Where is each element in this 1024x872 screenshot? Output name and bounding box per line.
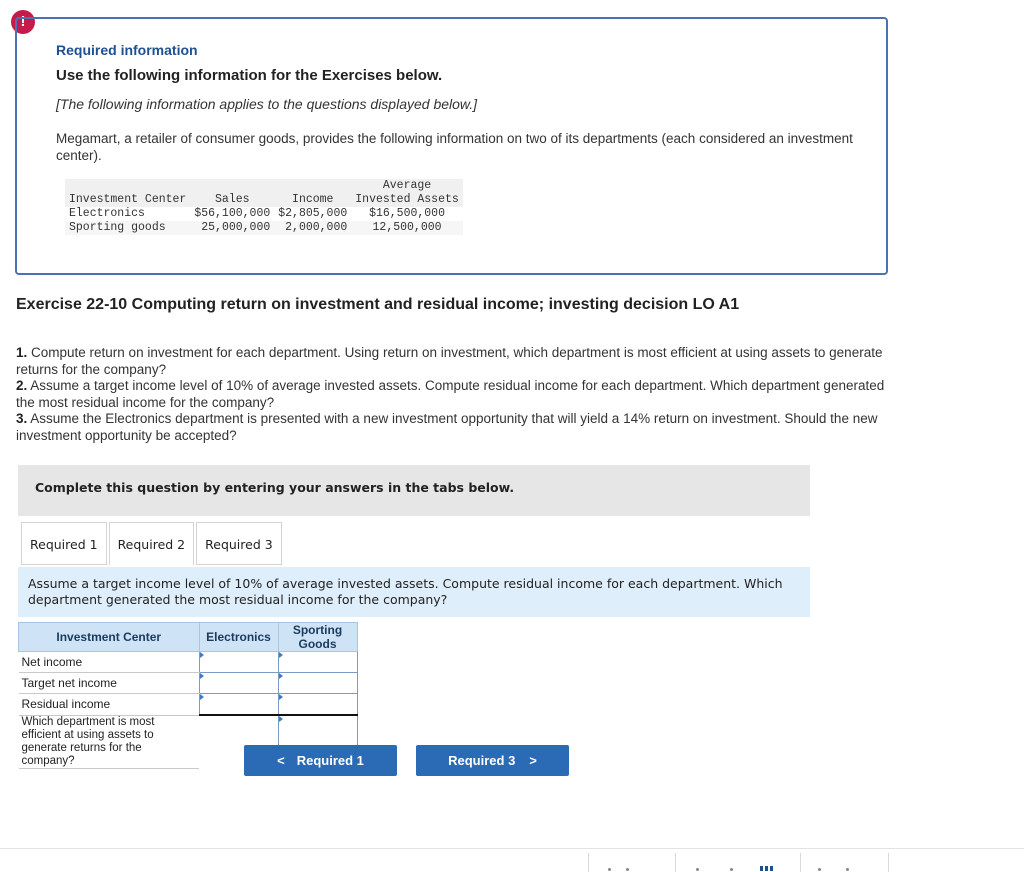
sales-header: Sales bbox=[190, 193, 274, 207]
residual-income-electronics-input[interactable] bbox=[199, 694, 278, 716]
tab-required-2[interactable]: Required 2 bbox=[109, 522, 195, 565]
table-row bbox=[19, 694, 358, 716]
footer-bar bbox=[0, 848, 1024, 872]
table-row: Sporting goods 25,000,000 2,000,000 12,500,000 bbox=[65, 221, 463, 235]
grid-icon[interactable] bbox=[760, 866, 774, 871]
footer-divider bbox=[675, 853, 676, 872]
chevron-left-icon: < bbox=[277, 753, 285, 768]
income-header: Income bbox=[274, 193, 351, 207]
row-label: Which department is most efficient at using assets to generate returns for the company? bbox=[19, 715, 200, 768]
required-info-label: Required information bbox=[56, 42, 198, 58]
prev-required-1-button[interactable]: < Required 1 bbox=[244, 745, 397, 776]
target-income-sporting-input[interactable] bbox=[278, 673, 357, 694]
question-3: 3. Assume the Electronics department is presented with a new investment opportunity that will yield a 14% return on investment. Should the new investment opportunity be accepted? bbox=[16, 411, 878, 443]
center-header: Investment Center bbox=[65, 193, 190, 207]
row-label: Target net income bbox=[19, 673, 200, 694]
intro-text: Megamart, a retailer of consumer goods, provides the following information on two of its departments (each considered an investment center). bbox=[56, 131, 853, 163]
department-data-table bbox=[65, 179, 463, 235]
question-list bbox=[16, 345, 896, 444]
tab-bar bbox=[21, 522, 284, 565]
question-2: 2. Assume a target income level of 10% of average invested assets. Compute residual income for each department. Which department generated the most residual income for the company? bbox=[16, 378, 885, 410]
assets-header-line2: Invested Assets bbox=[351, 193, 463, 207]
table-row bbox=[19, 673, 358, 694]
residual-income-sporting-input[interactable] bbox=[278, 694, 357, 716]
chevron-right-icon: > bbox=[529, 753, 537, 768]
question-1: 1. Compute return on investment for each department. Using return on investment, which department is most efficient at using assets to generate returns for the company? bbox=[16, 345, 883, 377]
table-row bbox=[19, 652, 358, 673]
tab-required-3[interactable]: Required 3 bbox=[196, 522, 282, 565]
instruction-text: Complete this question by entering your answers in the tabs below. bbox=[35, 480, 515, 495]
footer-divider bbox=[800, 853, 801, 872]
row-label: Net income bbox=[19, 652, 200, 673]
target-income-electronics-input[interactable] bbox=[199, 673, 278, 694]
instruction-banner bbox=[18, 465, 810, 516]
net-income-sporting-input[interactable] bbox=[278, 652, 357, 673]
applies-note: [The following information applies to the questions displayed below.] bbox=[56, 96, 478, 112]
answer-center-header: Investment Center bbox=[19, 623, 200, 652]
use-info-title: Use the following information for the Exercises below. bbox=[56, 67, 443, 84]
table-row: Electronics $56,100,000 $2,805,000 $16,500,000 bbox=[69, 207, 445, 220]
footer-divider bbox=[888, 853, 889, 872]
answer-sporting-header: Sporting Goods bbox=[278, 623, 357, 652]
next-required-3-button[interactable]: Required 3 > bbox=[416, 745, 569, 776]
tab-required-1[interactable]: Required 1 bbox=[21, 522, 107, 565]
exercise-title: Exercise 22-10 Computing return on investment and residual income; investing decision LO A1 bbox=[16, 296, 740, 313]
tab-prompt: Assume a target income level of 10% of average invested assets. Compute residual income for each department. Which department generated the most residual income for the company? bbox=[18, 567, 810, 617]
net-income-electronics-input[interactable] bbox=[199, 652, 278, 673]
assets-header-line1: Average bbox=[351, 179, 463, 193]
answer-electronics-header: Electronics bbox=[199, 623, 278, 652]
row-label: Residual income bbox=[19, 694, 200, 716]
footer-divider bbox=[588, 853, 589, 872]
alert-icon: ! bbox=[11, 10, 35, 34]
